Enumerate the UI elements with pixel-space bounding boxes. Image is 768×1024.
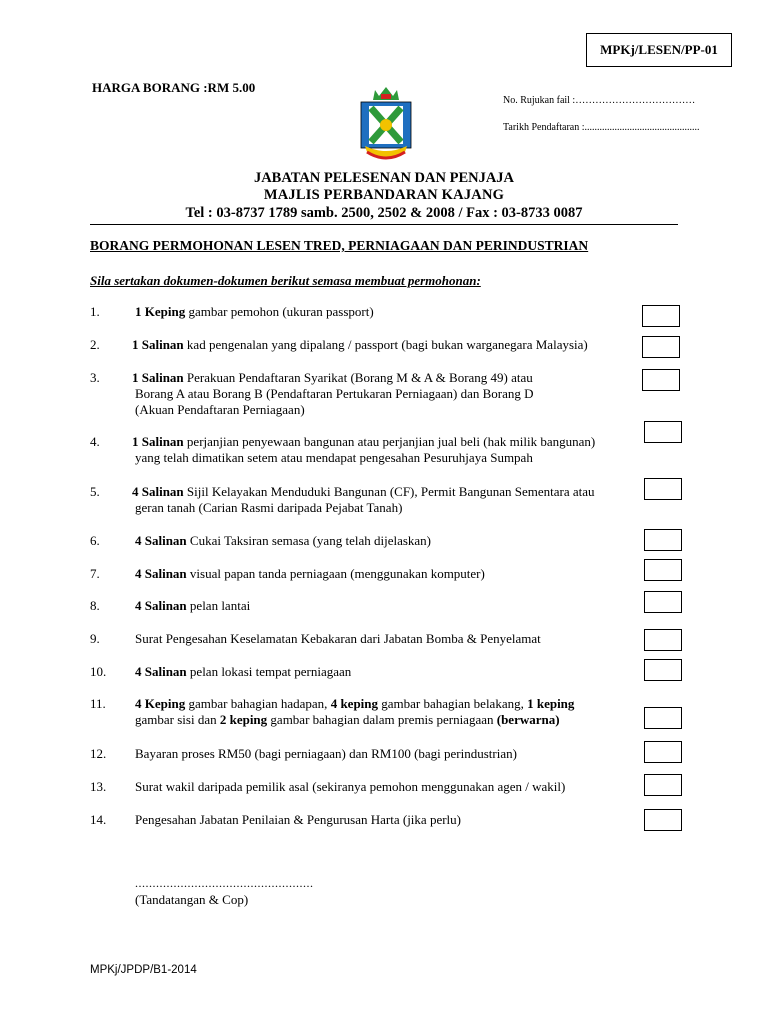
contact-line: Tel : 03-8737 1789 samb. 2500, 2502 & 2008 / Fax : 03-8733 0087 (185, 205, 583, 221)
signature-label: (Tandatangan & Cop) (135, 892, 249, 907)
item-number: 14. (90, 812, 107, 827)
checklist-item: Surat wakil daripada pemilik asal (sekiranya pemohon menggunakan agen / wakil) (135, 779, 566, 794)
council-name: MAJLIS PERBANDARAN KAJANG (263, 187, 505, 203)
item-checkbox[interactable] (644, 421, 682, 443)
item-checkbox[interactable] (644, 741, 682, 763)
item-number: 6. (90, 533, 100, 548)
checklist-item: 1 Salinan Perakuan Pendaftaran Syarikat (Borang M & A & Borang 49) atau Borang A atau Borang B (Pendaftaran Pertukaran Perniagaan) dan Borang D (Akuan Pendaftaran Perniagaan) (132, 370, 534, 417)
checklist-item: Surat Pengesahan Keselamatan Kebakaran dari Jabatan Bomba & Penyelamat (135, 631, 541, 646)
item-checkbox[interactable] (642, 336, 680, 358)
checklist-item: 4 Salinan pelan lokasi tempat perniagaan (135, 664, 352, 679)
item-number: 7. (90, 566, 100, 581)
checklist-item: Pengesahan Jabatan Penilaian & Pengurusan Harta (jika perlu) (135, 812, 461, 827)
checklist-item: 4 Salinan Cukai Taksiran semasa (yang telah dijelaskan) (135, 533, 431, 548)
item-checkbox[interactable] (644, 629, 682, 651)
document-footer-code: MPKj/JPDP/B1-2014 (90, 964, 197, 976)
item-number: 3. (90, 370, 100, 385)
registration-date-field[interactable]: Tarikh Pendaftaran :.............................................. (503, 122, 700, 133)
item-checkbox[interactable] (644, 809, 682, 831)
department-name: JABATAN PELESENAN DAN PENJAJA (253, 170, 515, 186)
form-code-box (586, 33, 732, 67)
signature-line[interactable]: ................................................... (135, 876, 314, 890)
item-checkbox[interactable] (642, 369, 680, 391)
item-checkbox[interactable] (644, 591, 682, 613)
form-title: BORANG PERMOHONAN LESEN TRED, PERNIAGAAN DAN PERINDUSTRIAN (90, 238, 589, 253)
item-checkbox[interactable] (644, 659, 682, 681)
checklist-item: 4 Salinan Sijil Kelayakan Menduduki Bangunan (CF), Permit Bangunan Sementara atau geran tanah (Carian Rasmi daripada Pejabat Tanah) (132, 484, 595, 515)
form-code: MPKj/LESEN/PP-01 (600, 42, 718, 57)
checklist-item: Bayaran proses RM50 (bagi perniagaan) dan RM100 (bagi perindustrian) (135, 746, 517, 761)
item-number: 9. (90, 631, 100, 646)
instruction-text: Sila sertakan dokumen-dokumen berikut semasa membuat permohonan: (90, 273, 481, 288)
checklist-item: 1 Salinan kad pengenalan yang dipalang / passport (bagi bukan warganegara Malaysia) (132, 337, 588, 352)
item-checkbox[interactable] (644, 529, 682, 551)
council-crest-logo (355, 84, 417, 166)
item-number: 2. (90, 337, 100, 352)
item-checkbox[interactable] (644, 774, 682, 796)
checklist-item: 4 Salinan visual papan tanda perniagaan (menggunakan komputer) (135, 566, 485, 581)
checklist-item: 1 Salinan perjanjian penyewaan bangunan atau perjanjian jual beli (hak milik bangunan) yang telah dimatikan setem atau mendapat pengesahan Pesuruhjaya Sumpah (132, 434, 596, 465)
item-number: 4. (90, 434, 100, 449)
item-checkbox[interactable] (642, 305, 680, 327)
item-checkbox[interactable] (644, 478, 682, 500)
item-checkbox[interactable] (644, 559, 682, 581)
header-divider (90, 224, 678, 225)
reference-file-field[interactable]: No. Rujukan fail :……………………………… (503, 95, 696, 106)
checklist-item: 1 Keping gambar pemohon (ukuran passport) (135, 304, 374, 319)
checklist-item: 4 Salinan pelan lantai (135, 598, 251, 613)
item-number: 1. (90, 304, 100, 319)
item-checkbox[interactable] (644, 707, 682, 729)
checklist-item: 4 Keping gambar bahagian hadapan, 4 keping gambar bahagian belakang, 1 keping gambar sisi dan 2 keping gambar bahagian dalam premis perniagaan (berwarna) (135, 696, 575, 727)
item-number: 5. (90, 484, 100, 499)
item-number: 11. (90, 696, 106, 711)
form-price: HARGA BORANG :RM 5.00 (92, 80, 256, 95)
item-number: 12. (90, 746, 107, 761)
item-number: 10. (90, 664, 107, 679)
item-number: 13. (90, 779, 107, 794)
item-number: 8. (90, 598, 100, 613)
